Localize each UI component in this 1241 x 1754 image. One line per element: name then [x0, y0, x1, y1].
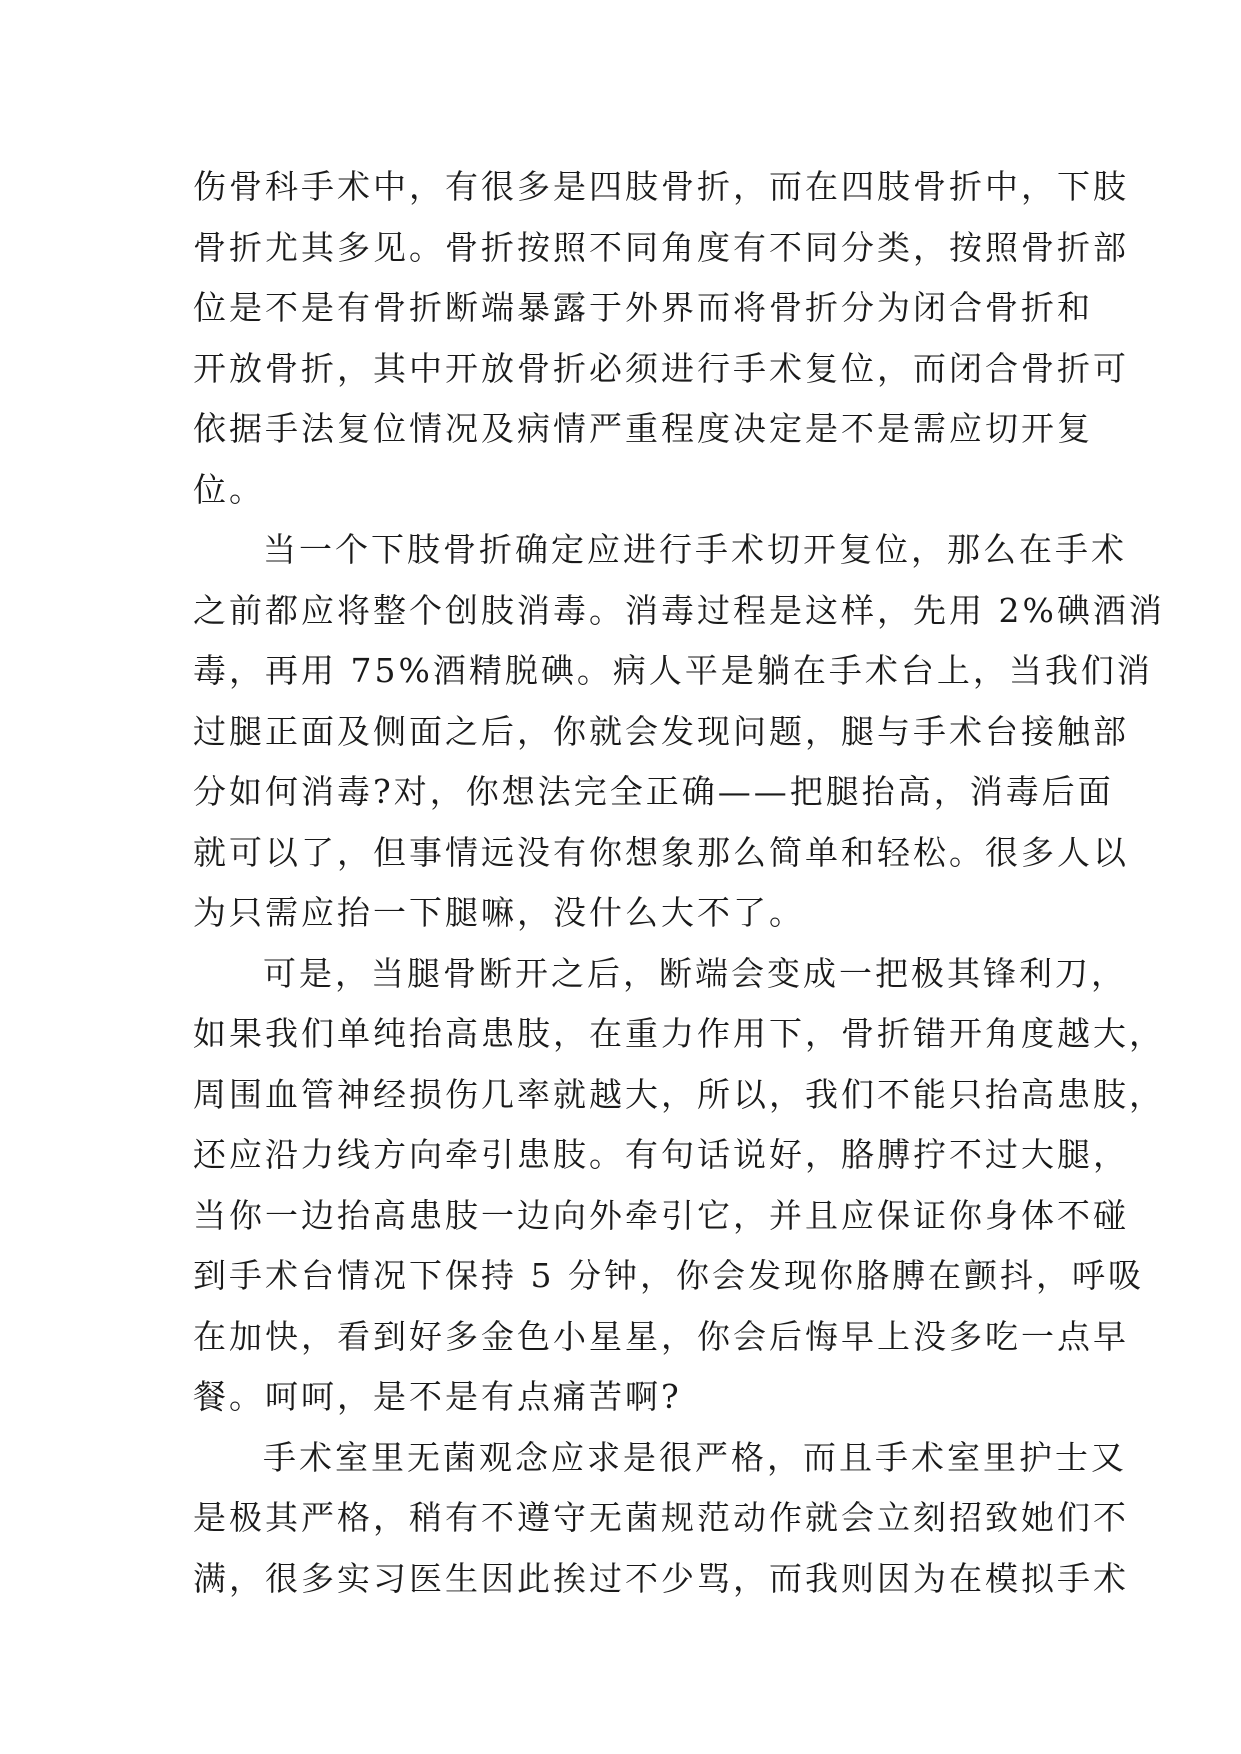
text-line: 位是不是有骨折断端暴露于外界而将骨折分为闭合骨折和: [193, 288, 1093, 327]
text-line: 到手术台情况下保持 5 分钟，你会发现你胳膊在颤抖，呼吸: [193, 1256, 1144, 1295]
text-line: 依据手法复位情况及病情严重程度决定是不是需应切开复: [193, 409, 1093, 448]
text-line: 过腿正面及侧面之后，你就会发现问题，腿与手术台接触部: [193, 711, 1129, 751]
text-line: 当你一边抬高患肢一边向外牵引它，并且应保证你身体不碰: [193, 1195, 1129, 1235]
text-line: 骨折尤其多见。骨折按照不同角度有不同分类，按照骨折部: [193, 227, 1129, 267]
text-line: 如果我们单纯抬高患肢，在重力作用下，骨折错开角度越大，: [193, 1014, 1165, 1053]
paragraph-start-line: 当一个下肢骨折确定应进行手术切开复位，那么在手术: [263, 530, 1127, 569]
text-line: 就可以了，但事情远没有你想象那么简单和轻松。很多人以: [193, 832, 1129, 872]
body-text: [193, 157, 1165, 1609]
text-line: 满，很多实习医生因此挨过不少骂，而我则因为在模拟手术: [193, 1558, 1129, 1598]
text-line: 是极其严格，稍有不遵守无菌规范动作就会立刻招致她们不: [193, 1498, 1129, 1537]
text-line: 开放骨折，其中开放骨折必须进行手术复位，而闭合骨折可: [193, 348, 1129, 388]
text-line: 毒，再用 75%酒精脱碘。病人平是躺在手术台上，当我们消: [193, 651, 1153, 690]
paragraph-start-line: 手术室里无菌观念应求是很严格，而且手术室里护士又: [263, 1437, 1127, 1477]
text-line: 为只需应抬一下腿嘛，没什么大不了。: [193, 893, 805, 932]
paragraph-start-line: 可是，当腿骨断开之后，断端会变成一把极其锋利刀，: [263, 953, 1127, 993]
text-line: 还应沿力线方向牵引患肢。有句话说好，胳膊拧不过大腿，: [193, 1135, 1129, 1174]
text-line: 餐。呵呵，是不是有点痛苦啊?: [193, 1377, 682, 1416]
text-line: 分如何消毒?对，你想法完全正确——把腿抬高，消毒后面: [193, 772, 1114, 811]
text-line: 周围血管神经损伤几率就越大，所以，我们不能只抬高患肢，: [193, 1074, 1165, 1114]
text-line: 在加快，看到好多金色小星星，你会后悔早上没多吃一点早: [193, 1316, 1129, 1356]
text-line: 之前都应将整个创肢消毒。消毒过程是这样，先用 2%碘酒消: [193, 590, 1165, 630]
text-line: 伤骨科手术中，有很多是四肢骨折，而在四肢骨折中，下肢: [193, 167, 1129, 206]
text-line: 位。: [193, 469, 265, 509]
